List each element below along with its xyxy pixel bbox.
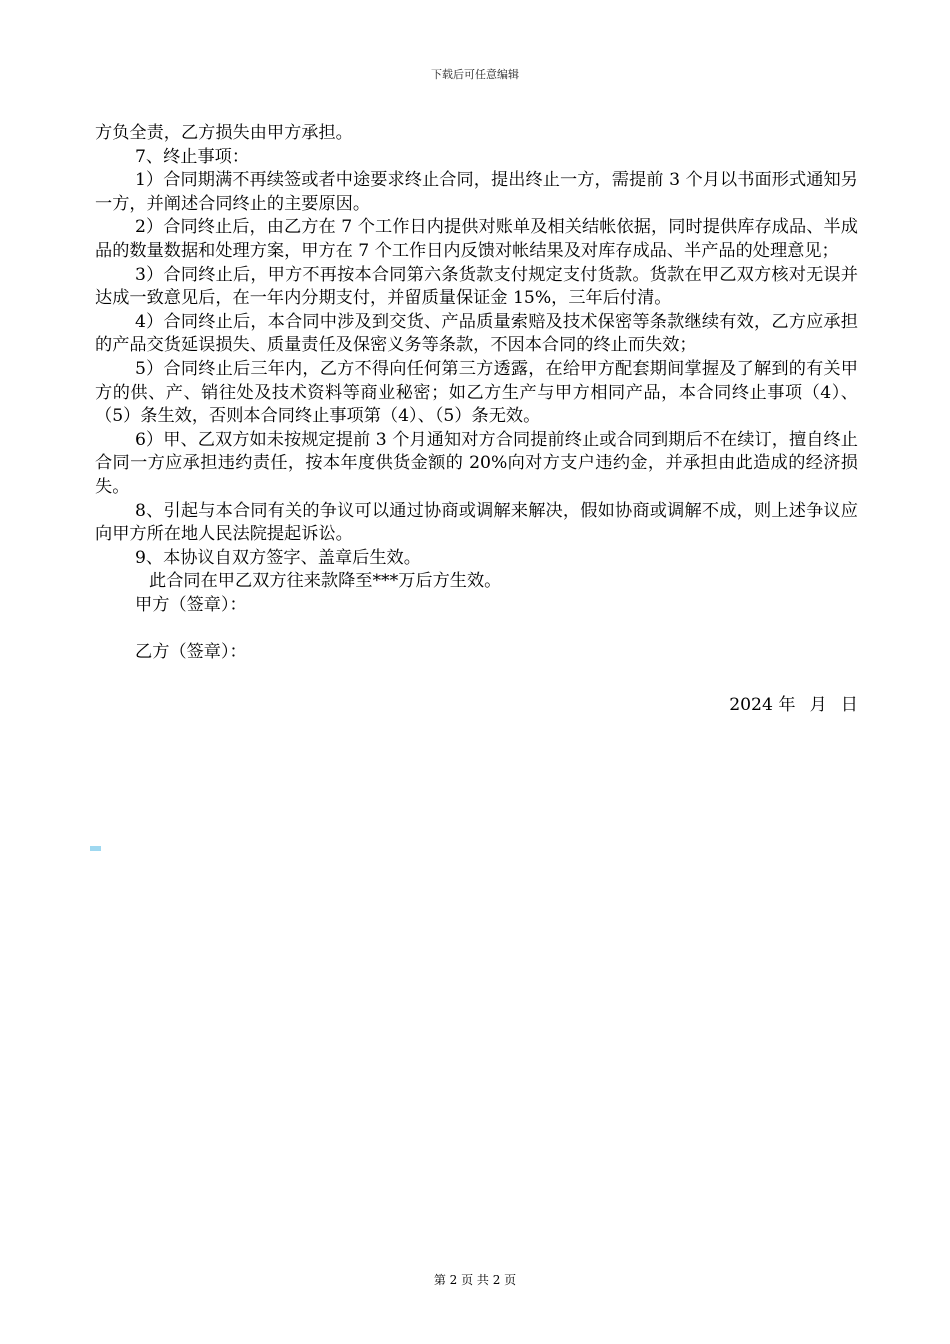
page-header: 下载后可任意编辑 — [431, 68, 519, 81]
document-body — [95, 122, 858, 718]
party-b-signature: 乙方（签章）： — [135, 642, 247, 663]
date-day: 日 — [840, 695, 858, 716]
clause-7-2: 2）合同终止后，由乙方在 7 个工作日内提供对账单及相关结帐依据，同时提供库存成品、半成品的数量数据和处理方案，甲方在 7 个工作日内反馈对帐结果及对库存成品、半产品的处理意见； — [95, 217, 858, 261]
party-a-signature: 甲方（签章）： — [135, 594, 247, 615]
page-footer: 第 2 页 共 2 页 — [433, 1273, 517, 1287]
section-9: 9、本协议自双方签字、盖章后生效。 — [135, 547, 421, 568]
section-7-heading: 7、终止事项： — [135, 146, 250, 167]
date-gap — [95, 665, 858, 689]
clause-7-6: 6）甲、乙双方如未按规定提前 3 个月通知对方合同提前终止或合同到期后不在续订，擅自终止合同一方应承担违约责任，按本年度供货金额的 20%向对方支户违约金，并承担由此造成的经济损失。 — [95, 429, 858, 497]
date-month: 月 — [809, 695, 827, 716]
clause-7-4: 4）合同终止后，本合同中涉及到交货、产品质量索赔及技术保密等条款继续有效，乙方应承担的产品交货延误损失、质量责任及保密义务等条款，不因本合同的终止而失效； — [95, 311, 858, 356]
date-year: 2024 年 — [729, 695, 796, 716]
text-cursor-marker — [90, 846, 101, 851]
clause-7-1: 1）合同期满不再续签或者中途要求终止合同，提出终止一方，需提前 3 个月以书面形式通知另一方，并阐述合同终止的主要原因。 — [95, 170, 858, 214]
clause-7-5: 5）合同终止后三年内，乙方不得向任何第三方透露，在给甲方配套期间掌握及了解到的有关甲方的供、产、销往处及技术资料等商业秘密；如乙方生产与甲方相同产品，本合同终止事项（4）、（5）条生效，否则本合同终止事项第（4）、（5）条无效。 — [95, 358, 858, 427]
date-line — [95, 694, 858, 718]
signature-gap — [95, 617, 858, 641]
effective-note: 此合同在甲乙双方往来款降至***万后方生效。 — [149, 571, 502, 592]
paragraph-continuation: 方负全责，乙方损失由甲方承担。 — [95, 123, 353, 143]
clause-7-3: 3）合同终止后，甲方不再按本合同第六条货款支付规定支付货款。货款在甲乙双方核对无误并达成一致意见后，在一年内分期支付，并留质量保证金 15%，三年后付清。 — [95, 264, 858, 309]
section-8: 8、引起与本合同有关的争议可以通过协商或调解来解决，假如协商或调解不成，则上述争议应向甲方所在地人民法院提起诉讼。 — [95, 500, 858, 545]
